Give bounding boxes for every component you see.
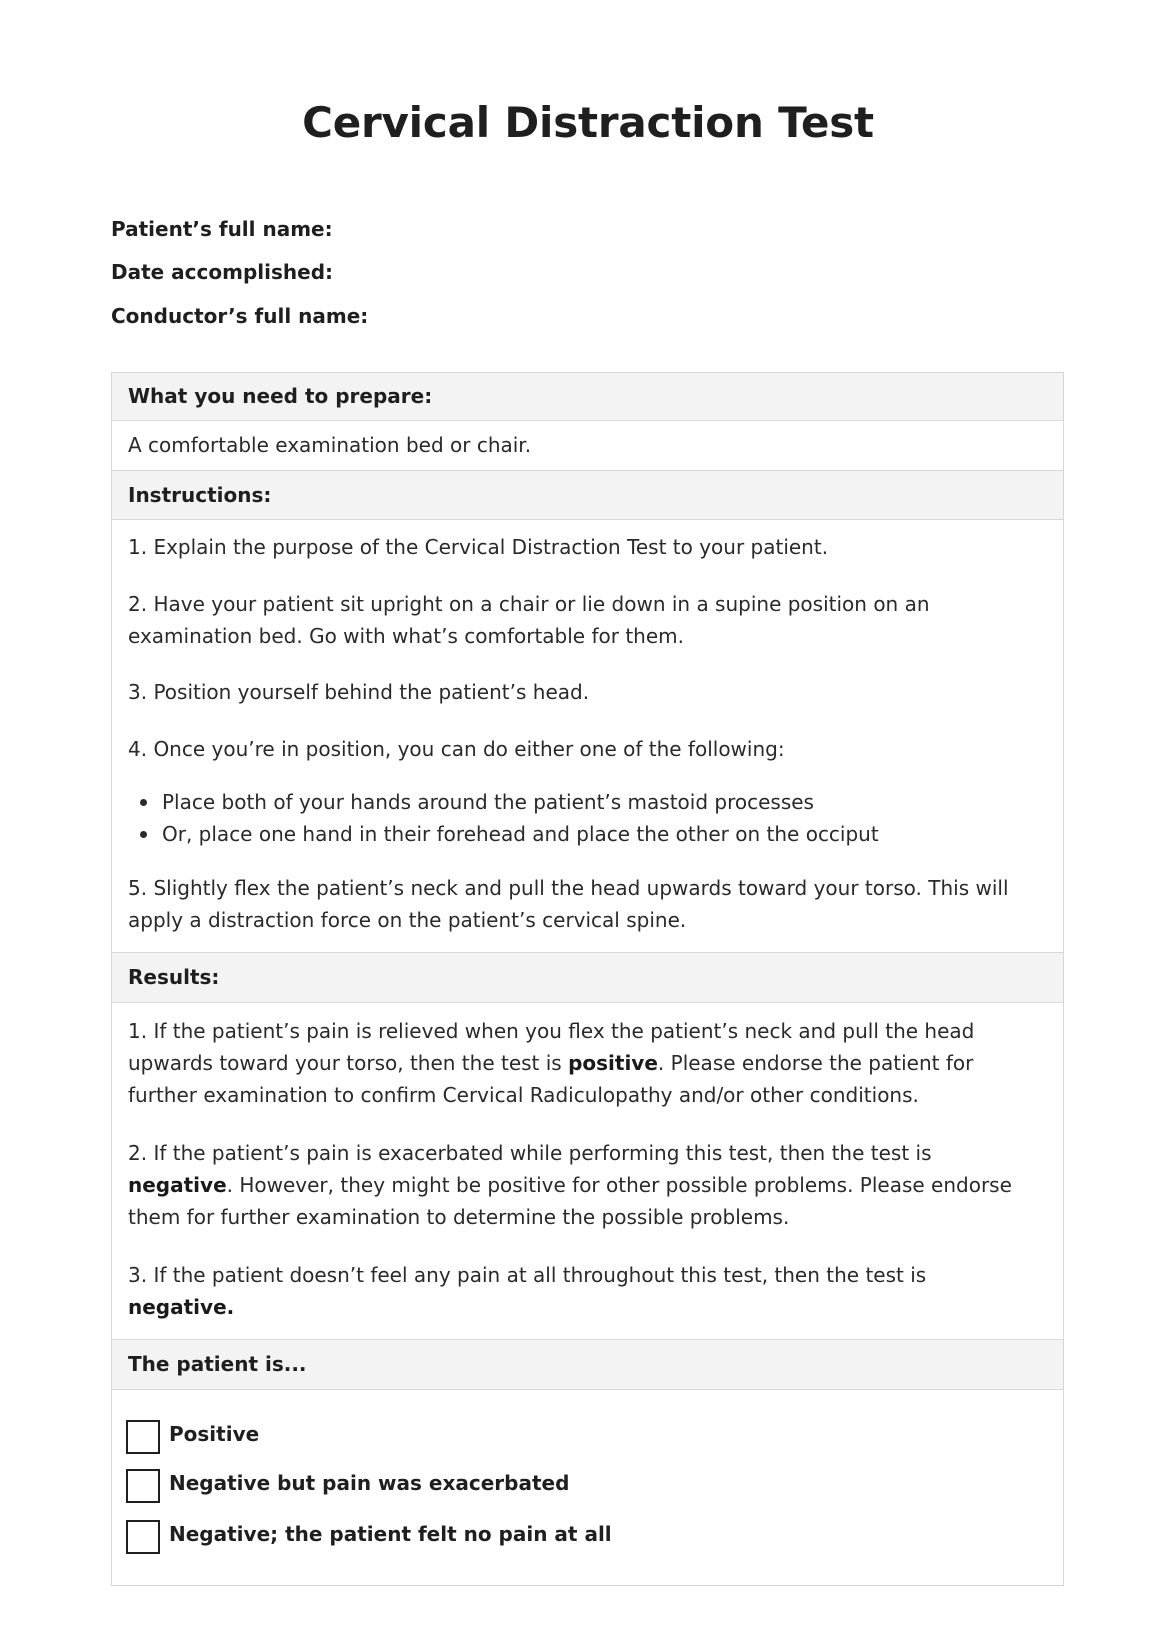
- patient-is-heading: The patient is...: [128, 1352, 307, 1376]
- result-3: [128, 1259, 1028, 1323]
- instruction-step-5: 5. Slightly flex the patient’s neck and pull the head upwards toward your torso. This will apply a distraction force on the patient’s cervical spine.: [128, 876, 1009, 932]
- results-header-band: [112, 952, 1063, 1003]
- instruction-step-2: 2. Have your patient sit upright on a chair or lie down in a supine position on an examination bed. Go with what’s comfortable for them.: [128, 592, 930, 648]
- result-3-text: 3. If the patient doesn’t feel any pain at all throughout this test, then the test is: [128, 1263, 927, 1287]
- negative-exacerbated-checkbox[interactable]: [126, 1469, 160, 1503]
- test-form-table: [111, 372, 1064, 1586]
- prepare-text: A comfortable examination bed or chair.: [128, 433, 532, 457]
- instruction-step-1: 1. Explain the purpose of the Cervical Distraction Test to your patient.: [128, 535, 829, 559]
- bullet-dot-icon: [140, 831, 147, 838]
- bullet-dot-icon: [140, 799, 147, 806]
- date-accomplished-label: Date accomplished:: [111, 260, 334, 284]
- negative-exacerbated-label: Negative but pain was exacerbated: [169, 1471, 570, 1495]
- prepare-heading: What you need to prepare:: [128, 384, 433, 408]
- positive-label: Positive: [169, 1422, 260, 1446]
- result-2-text: 2. If the patient’s pain is exacerbated while performing this test, then the test is: [128, 1141, 932, 1165]
- prepare-header-band: [112, 373, 1063, 421]
- bullet-text: Or, place one hand in their forehead and place the other on the occiput: [162, 822, 879, 846]
- negative-no-pain-label: Negative; the patient felt no pain at all: [169, 1522, 612, 1546]
- result-2: [128, 1137, 1028, 1233]
- positive-checkbox[interactable]: [126, 1420, 160, 1454]
- negative-no-pain-checkbox[interactable]: [126, 1520, 160, 1554]
- page-title: Cervical Distraction Test: [302, 98, 874, 147]
- bullet-text: Place both of your hands around the patient’s mastoid processes: [162, 790, 814, 814]
- instructions-header-band: [112, 470, 1063, 520]
- result-2-negative: negative: [128, 1173, 227, 1197]
- result-1-text: 1. If the patient’s pain is relieved when you flex the patient’s neck and pull the head upwards toward your torso, then the test is: [128, 1019, 975, 1075]
- patient-is-header-band: [112, 1339, 1063, 1390]
- result-1-text-end: . Please endorse the patient for further examination to confirm Cervical Radiculopathy and/or other conditions.: [128, 1051, 974, 1107]
- conductor-name-label: Conductor’s full name:: [111, 304, 369, 328]
- instruction-step-4: 4. Once you’re in position, you can do either one of the following:: [128, 737, 785, 761]
- results-heading: Results:: [128, 965, 220, 989]
- result-1: [128, 1015, 1028, 1111]
- result-1-positive: positive: [568, 1051, 658, 1075]
- instruction-step-3: 3. Position yourself behind the patient’s head.: [128, 680, 590, 704]
- patient-name-label: Patient’s full name:: [111, 217, 333, 241]
- instructions-heading: Instructions:: [128, 483, 272, 507]
- result-2-text-end: . However, they might be positive for other possible problems. Please endorse them for further examination to determine the possible problems.: [128, 1173, 1012, 1229]
- result-3-negative: negative.: [128, 1295, 235, 1319]
